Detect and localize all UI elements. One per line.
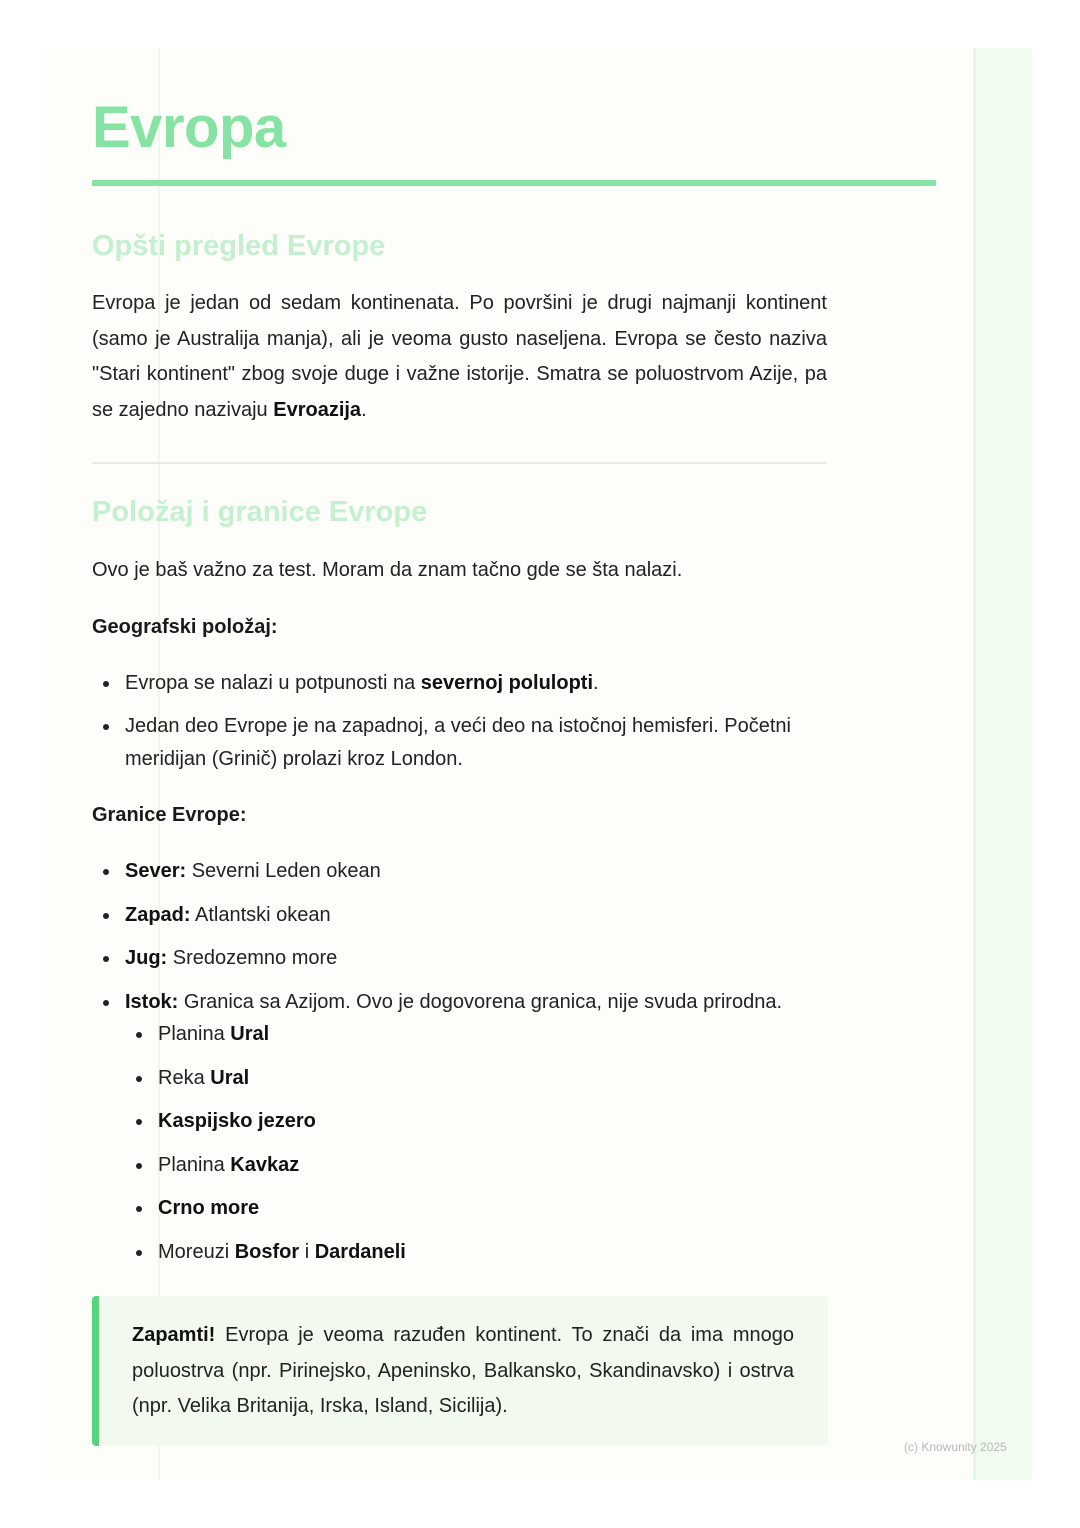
list-item: Reka Ural [125,1062,825,1095]
border-item-south: Jug: Sredozemno more [92,942,827,975]
overview-end: . [361,398,367,421]
section-heading-overview: Opšti pregled Evrope [92,230,386,262]
borders-list [92,855,827,1019]
section-heading-position: Položaj i granice Evrope [92,496,428,528]
geo-list [92,667,827,776]
overview-paragraph [92,286,827,428]
position-intro: Ovo je baš važno za test. Moram da znam tačno gde se šta nalazi. [92,559,683,581]
list-item: Evropa se nalazi u potpunosti na severnoj polulopti. [92,667,827,700]
border-item-west: Zapad: Atlantski okean [92,899,827,932]
borders-label: Granice Evrope: [92,804,247,826]
overview-text: Evropa je jedan od sedam kontinenata. Po površini je drugi najmanji kontinent (samo je Australija manja), ali je veoma gusto naseljena. Evropa se često naziva "Stari kontinent" zbog svoje duge i važne istorije. Smatra se poluostrvom Azije, pa se zajedno nazivaju [92,292,827,421]
list-item: Planina Ural [125,1018,825,1051]
list-item: Kaspijsko jezero [125,1105,825,1138]
section-divider [92,462,827,464]
callout-label: Zapamti! [132,1324,216,1346]
page [46,48,1032,1480]
title-rule [92,180,936,186]
list-item: Moreuzi Bosfor i Dardaneli [125,1236,825,1269]
list-item: Planina Kavkaz [125,1149,825,1182]
east-border-list [125,1018,825,1269]
callout-text: Evropa je veoma razuđen kontinent. To znači da ima mnogo poluostrva (npr. Pirinejsko, Apeninsko, Balkansko, Skandinavsko) i ostrva (npr. Velika Britanija, Irska, Island, Sicilija). [132,1324,794,1417]
page-title: Evropa [92,95,286,160]
list-item: Crno more [125,1192,825,1225]
overview-bold: Evroazija [273,398,362,421]
geo-label: Geografski položaj: [92,616,278,638]
copyright-footer: (c) Knowunity 2025 [904,1440,1007,1454]
border-item-north: Sever: Severni Leden okean [92,855,827,888]
right-strip [973,48,1032,1480]
border-item-east: Istok: Granica sa Azijom. Ovo je dogovorena granica, nije svuda prirodna. [92,986,827,1019]
remember-callout [92,1296,828,1446]
list-item: Jedan deo Evrope je na zapadnoj, a veći deo na istočnoj hemisferi. Početni meridijan (Grinič) prolazi kroz London. [92,710,827,776]
